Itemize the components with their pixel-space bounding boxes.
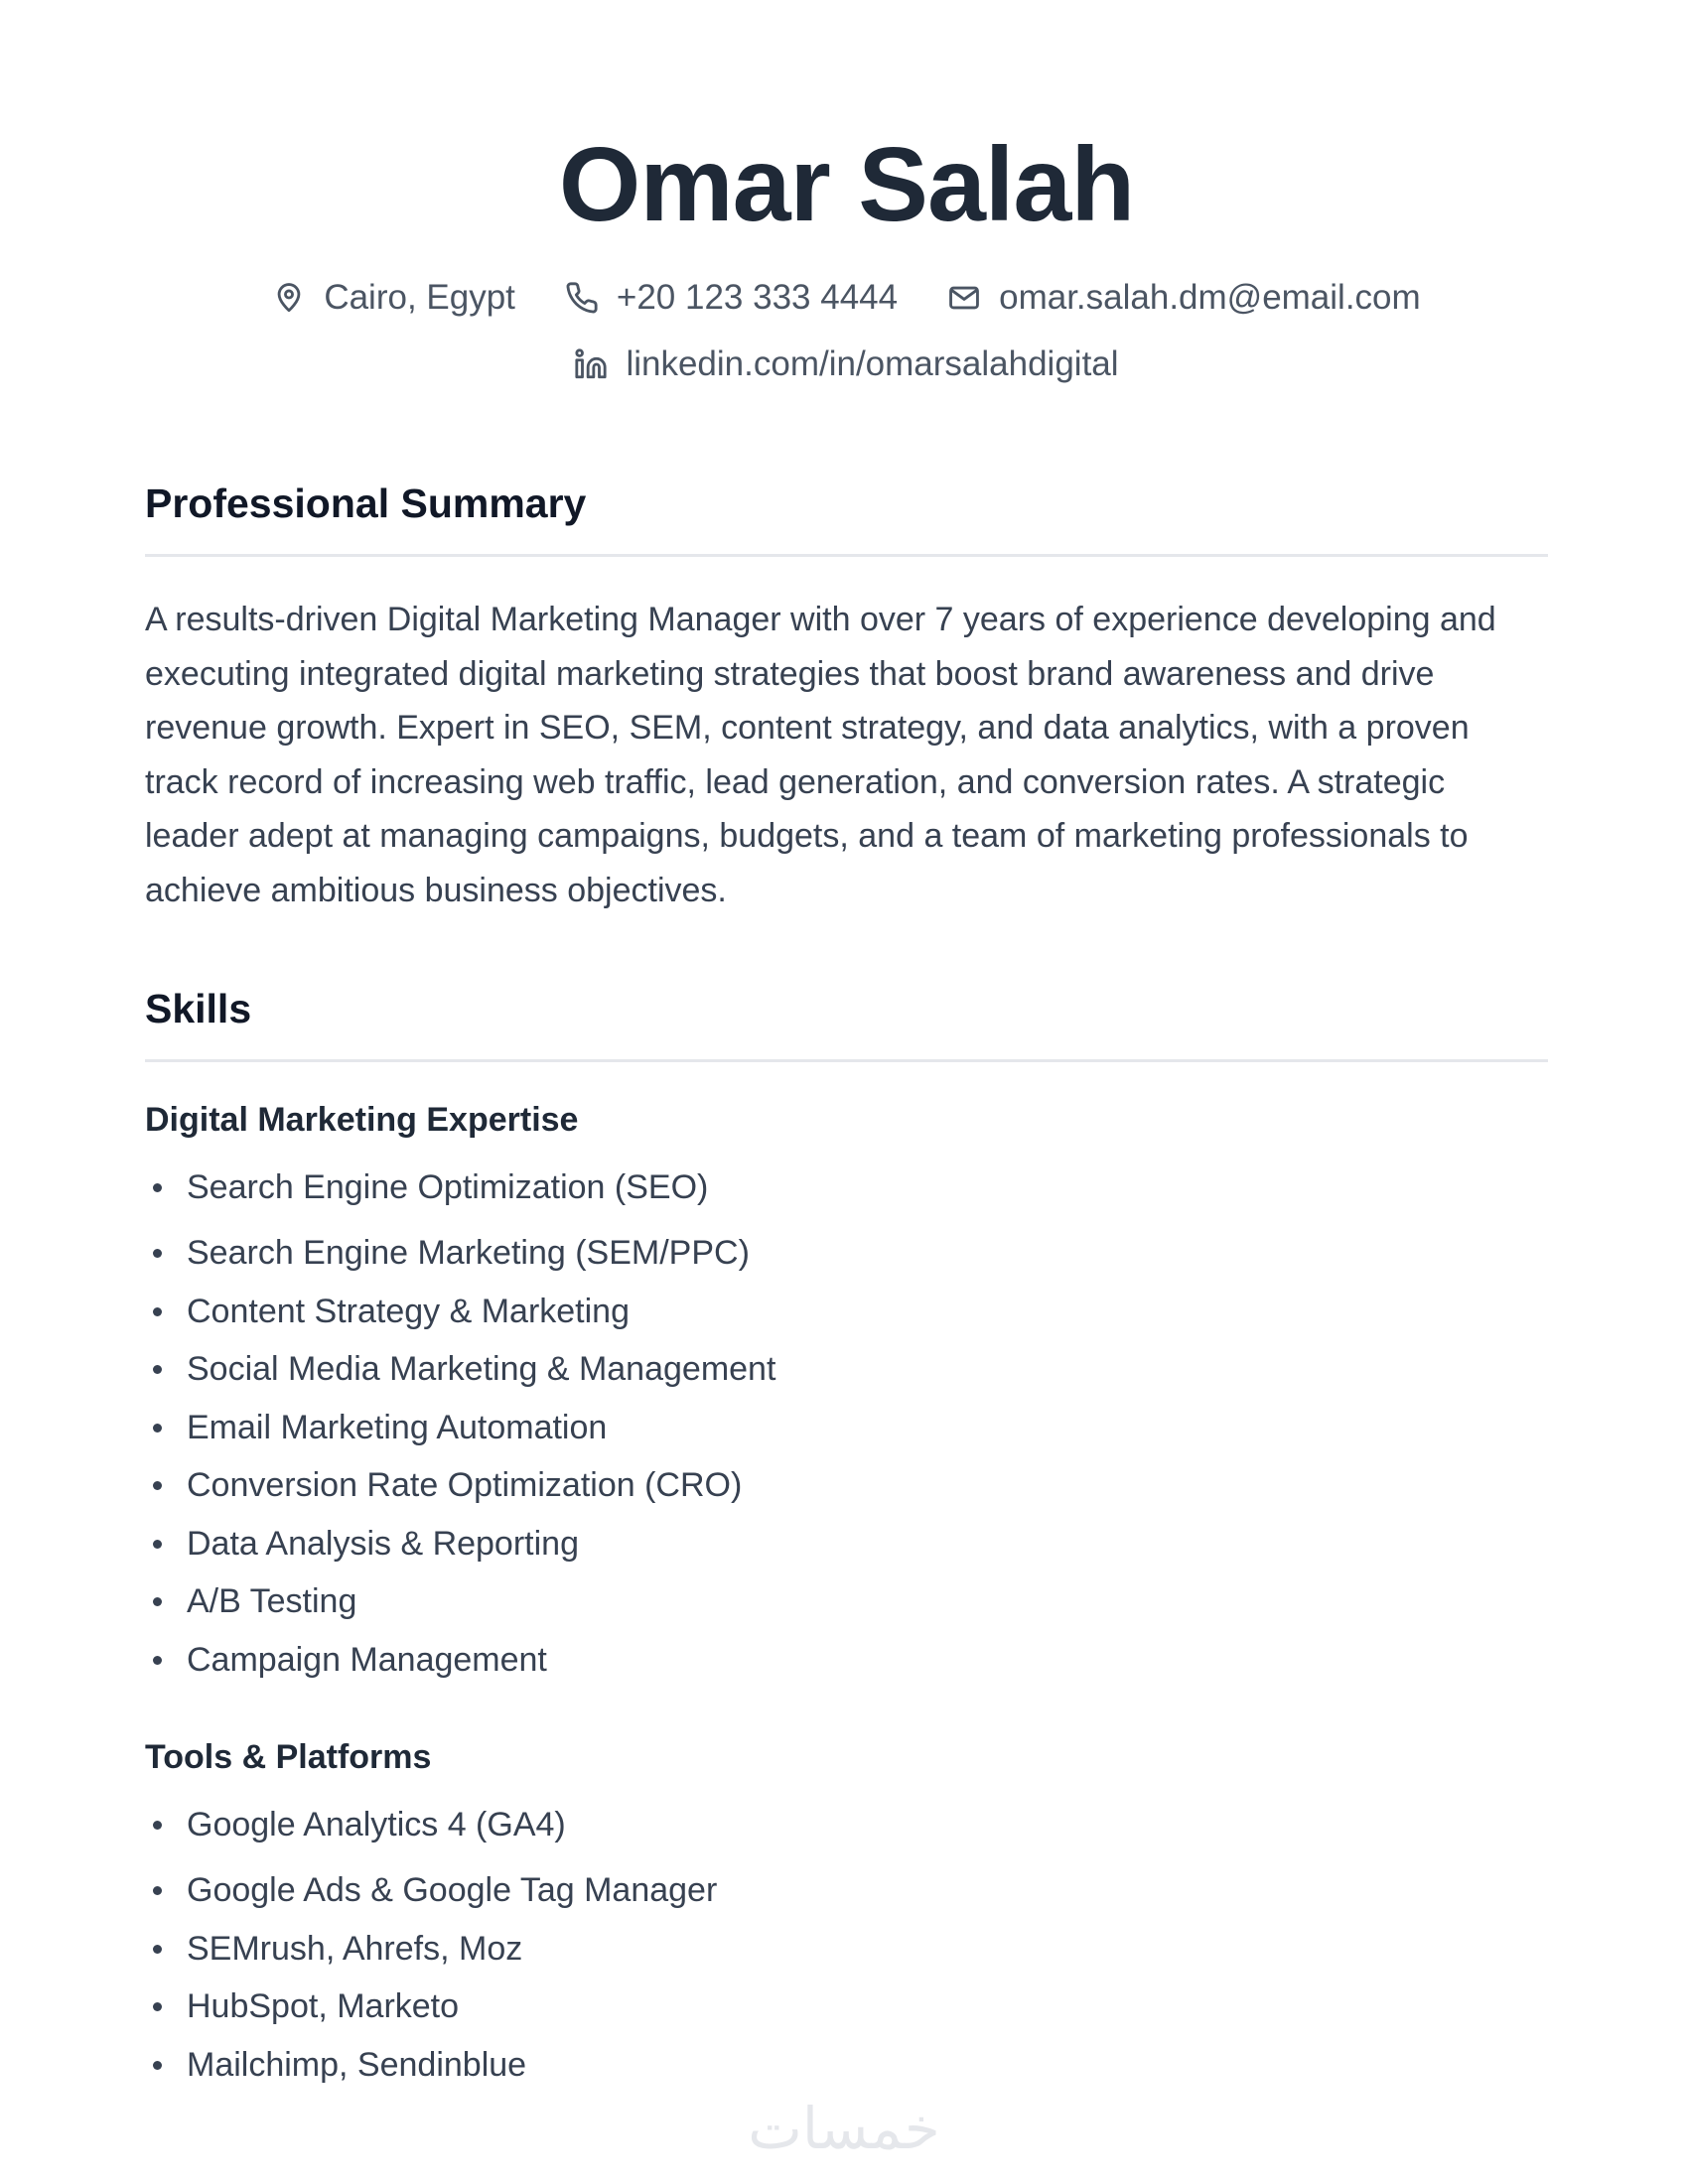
map-pin-icon [272, 281, 306, 315]
list-item: Content Strategy & Marketing [145, 1290, 775, 1333]
email-item[interactable] [947, 278, 1421, 318]
watermark-logo: خمسات [748, 2095, 940, 2162]
list-item: A/B Testing [145, 1579, 775, 1623]
location-text: Cairo, Egypt [324, 278, 515, 317]
skill-list-tools [145, 1803, 717, 2101]
summary-text: A results-driven Digital Marketing Manager with over 7 years of experience developing and executing integrated digital marketing strategies that boost brand awareness and drive revenue growth. Expert in SEO, SEM, content strategy, and data analytics, with a proven track record of increasing web traffic, lead generation, and conversion rates. A strategic leader adept at managing campaigns, budgets, and a team of marketing professionals to achieve ambitious business objectives. [145, 601, 1496, 909]
list-item: SEMrush, Ahrefs, Moz [145, 1927, 717, 1971]
list-item: Email Marketing Automation [145, 1406, 775, 1449]
list-item: Google Ads & Google Tag Manager [145, 1868, 717, 1912]
contact-row [145, 278, 1548, 318]
list-item: Google Analytics 4 (GA4) [145, 1803, 717, 1846]
list-item: HubSpot, Marketo [145, 1984, 717, 2028]
skill-group-title: Tools & Platforms [145, 1738, 432, 1776]
list-item: Search Engine Optimization (SEO) [145, 1165, 775, 1209]
linkedin-icon [574, 347, 608, 381]
section-divider [145, 554, 1548, 557]
list-item: Data Analysis & Reporting [145, 1522, 775, 1566]
email-text: omar.salah.dm@email.com [999, 278, 1421, 317]
list-item: Conversion Rate Optimization (CRO) [145, 1463, 775, 1507]
summary-heading: Professional Summary [145, 480, 587, 526]
section-divider [145, 1059, 1548, 1062]
phone-text: +20 123 333 4444 [616, 278, 899, 317]
mail-icon [947, 281, 981, 315]
candidate-name: Omar Salah [558, 126, 1135, 243]
list-item: Search Engine Marketing (SEM/PPC) [145, 1231, 775, 1275]
linkedin-item[interactable] [574, 344, 1118, 384]
list-item: Mailchimp, Sendinblue [145, 2043, 717, 2087]
list-item: Campaign Management [145, 1638, 775, 1682]
list-item: Social Media Marketing & Management [145, 1347, 775, 1391]
contact-row-secondary [145, 344, 1548, 384]
linkedin-text: linkedin.com/in/omarsalahdigital [626, 344, 1119, 383]
location-item [272, 278, 515, 318]
skill-list-marketing [145, 1165, 775, 1696]
skill-group-title: Digital Marketing Expertise [145, 1101, 579, 1139]
phone-item[interactable] [565, 278, 898, 318]
skills-heading: Skills [145, 986, 252, 1031]
phone-icon [565, 281, 599, 315]
